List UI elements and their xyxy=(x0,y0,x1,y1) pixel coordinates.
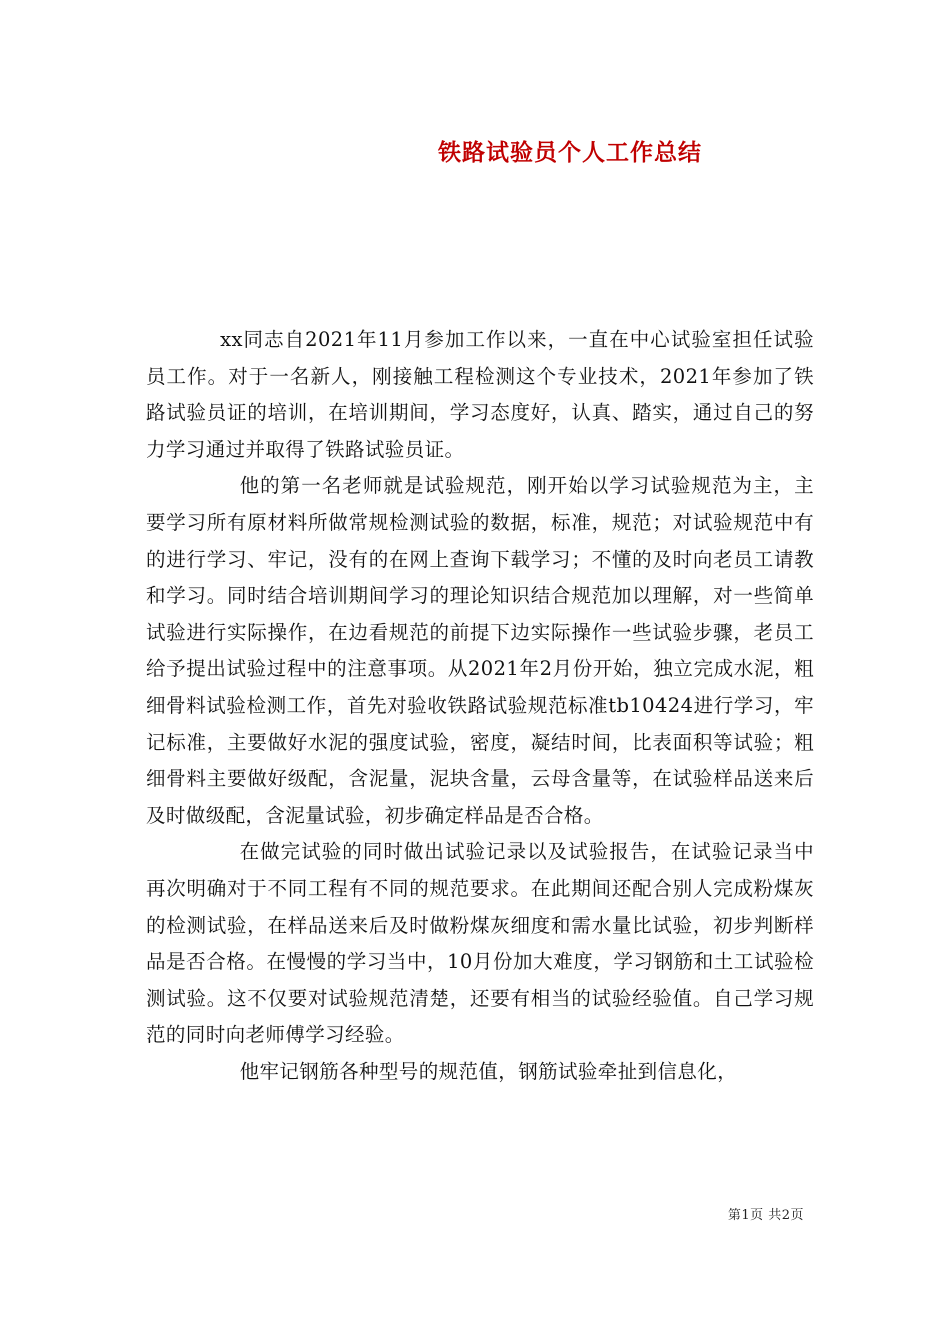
paragraph-1: xx同志自2021年11月参加工作以来，一直在中心试验室担任试验员工作。对于一名新人，刚接触工程检测这个专业技术，2021年参加了铁路试验员证的培训，在培训期间，学习态度好，认真、踏实，通过自己的努力学习通过并取得了铁路试验员证。 xyxy=(146,328,814,461)
document-body xyxy=(146,322,814,1090)
paragraph-3: 在做完试验的同时做出试验记录以及试验报告，在试验记录当中再次明确对于不同工程有不同的规范要求。在此期间还配合别人完成粉煤灰的检测试验，在样品送来后及时做粉煤灰细度和需水量比试验，初步判断样品是否合格。在慢慢的学习当中，10月份加大难度，学习钢筋和土工试验检测试验。这不仅要对试验规范清楚，还要有相当的试验经验值。自己学习规范的同时向老师傅学习经验。 xyxy=(146,840,814,1047)
paragraph-4: 他牢记钢筋各种型号的规范值，钢筋试验牵扯到信息化， xyxy=(239,1059,738,1083)
paragraph-2: 他的第一名老师就是试验规范，刚开始以学习试验规范为主，主要学习所有原材料所做常规检测试验的数据，标准，规范；对试验规范中有的进行学习、牢记，没有的在网上查询下载学习；不懂的及时向老员工请教和学习。同时结合培训期间学习的理论知识结合规范加以理解，对一些简单试验进行实际操作，在边看规范的前提下边实际操作一些试验步骤，老员工给予提出试验过程中的注意事项。从2021年2月份开始，独立完成水泥，粗细骨料试验检测工作，首先对验收铁路试验规范标准tb10424进行学习，牢记标准，主要做好水泥的强度试验，密度，凝结时间，比表面积等试验；粗细骨料主要做好级配，含泥量，泥块含量，云母含量等，在试验样品送来后及时做级配，含泥量试验，初步确定样品是否合格。 xyxy=(146,474,814,827)
page-number: 第1页 共2页 xyxy=(727,1208,804,1223)
document-title: 铁路试验员个人工作总结 xyxy=(438,139,702,166)
